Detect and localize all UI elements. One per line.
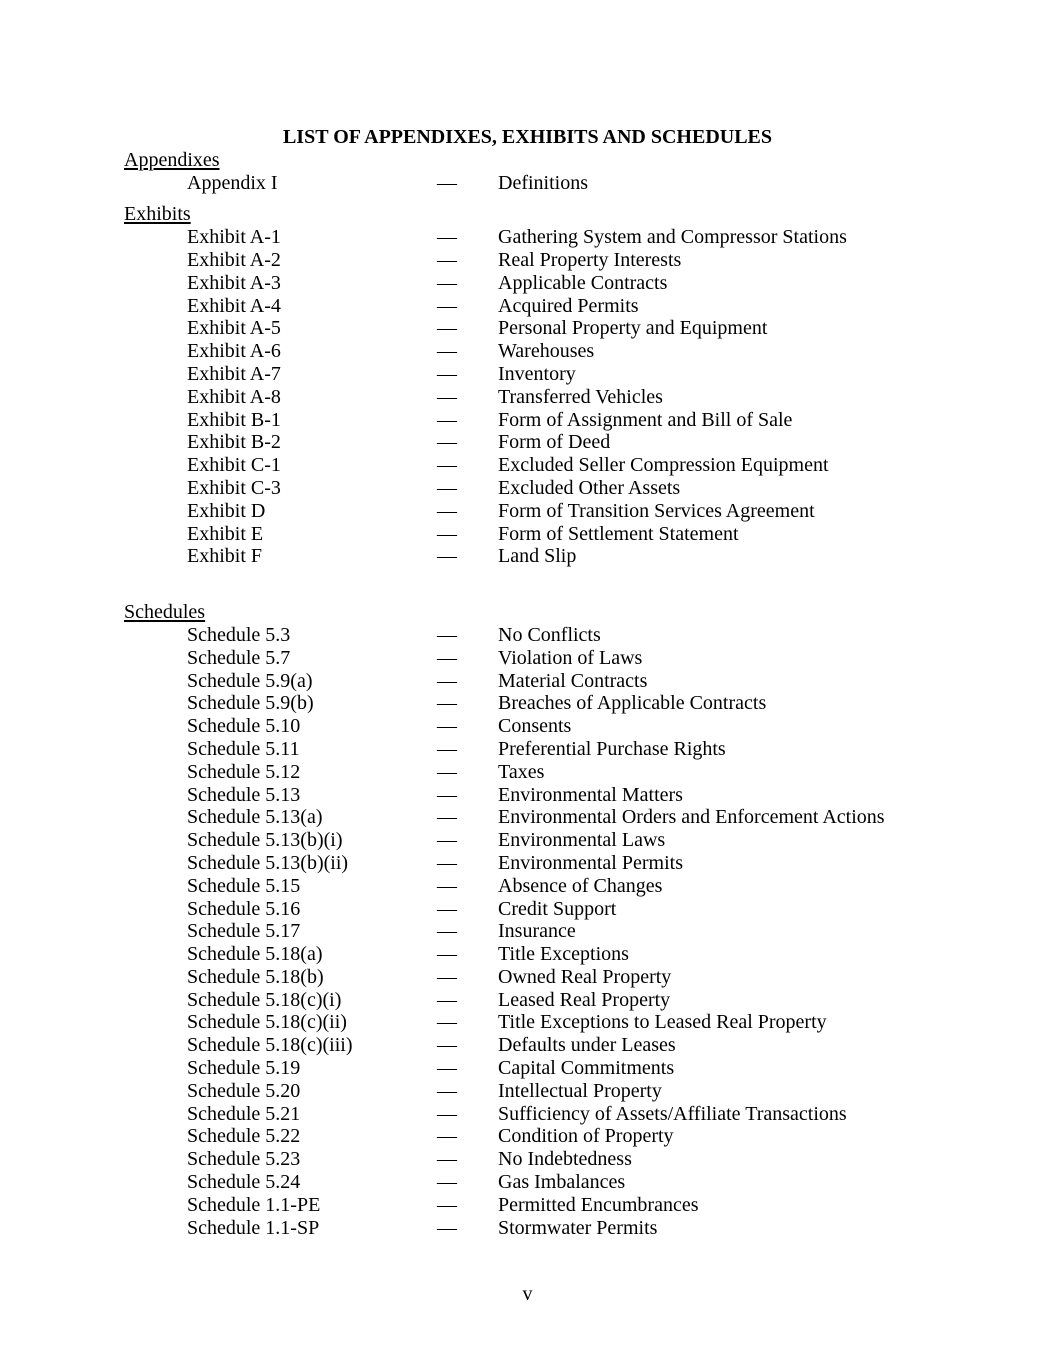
entry-description: Violation of Laws: [498, 646, 643, 669]
entry-label: Schedule 5.19: [187, 1057, 301, 1080]
toc-entry: [124, 1125, 931, 1148]
entry-description: Excluded Other Assets: [498, 476, 681, 499]
entry-label: Schedule 5.10: [187, 715, 301, 738]
entry-separator: —: [437, 669, 457, 692]
toc-entry: [124, 806, 931, 829]
entry-description: Form of Assignment and Bill of Sale: [498, 408, 793, 431]
toc-entry: [124, 670, 931, 693]
entry-separator: —: [437, 760, 457, 783]
toc-entry: [124, 1034, 931, 1057]
toc-entry: [124, 898, 931, 921]
entry-label: Schedule 5.13: [187, 783, 301, 806]
toc-entry: [124, 295, 931, 318]
entry-label: Schedule 5.18(c)(i): [187, 988, 342, 1011]
toc-entry: [124, 920, 931, 943]
toc-entry: [124, 454, 931, 477]
toc-entry: [124, 431, 931, 454]
entry-label: Schedule 5.3: [187, 623, 291, 646]
entry-separator: —: [437, 1057, 457, 1080]
entry-label: Schedule 5.13(a): [187, 806, 323, 829]
entry-separator: —: [437, 965, 457, 988]
entry-separator: —: [437, 1125, 457, 1148]
entry-description: Environmental Orders and Enforcement Actions: [498, 806, 885, 829]
entry-label: Schedule 5.17: [187, 920, 301, 943]
entry-label: Schedule 5.9(b): [187, 692, 314, 715]
entry-description: Condition of Property: [498, 1125, 674, 1148]
entry-separator: —: [437, 522, 457, 545]
toc-entry: [124, 1080, 931, 1103]
entry-description: Title Exceptions to Leased Real Property: [498, 1011, 827, 1034]
entry-separator: —: [437, 248, 457, 271]
entry-label: Exhibit A-6: [187, 340, 281, 363]
entry-label: Schedule 5.13(b)(i): [187, 829, 343, 852]
toc-entry: [124, 1148, 931, 1171]
entry-separator: —: [437, 715, 457, 738]
entry-description: Form of Transition Services Agreement: [498, 499, 815, 522]
entry-description: Definitions: [498, 171, 588, 194]
entry-label: Schedule 5.22: [187, 1125, 301, 1148]
entry-description: Insurance: [498, 920, 576, 943]
entry-label: Schedule 5.11: [187, 737, 300, 760]
entry-description: Environmental Laws: [498, 829, 666, 852]
entry-label: Schedule 5.24: [187, 1171, 301, 1194]
entry-label: Schedule 5.13(b)(ii): [187, 851, 349, 874]
entry-separator: —: [437, 1102, 457, 1125]
entry-description: Owned Real Property: [498, 965, 672, 988]
entry-separator: —: [437, 874, 457, 897]
page-title: LIST OF APPENDIXES, EXHIBITS AND SCHEDULES: [282, 126, 773, 148]
entry-separator: —: [437, 829, 457, 852]
entry-label: Schedule 5.18(b): [187, 965, 324, 988]
entry-description: Applicable Contracts: [498, 271, 668, 294]
entry-separator: —: [437, 737, 457, 760]
entry-description: Warehouses: [498, 340, 595, 363]
entry-description: Consents: [498, 715, 572, 738]
entry-description: Transferred Vehicles: [498, 385, 663, 408]
entry-description: No Indebtedness: [498, 1148, 632, 1171]
toc-entry: [124, 363, 931, 386]
entry-description: Gathering System and Compressor Stations: [498, 226, 847, 249]
entry-label: Schedule 5.21: [187, 1102, 301, 1125]
entry-label: Schedule 5.18(c)(ii): [187, 1011, 347, 1034]
entry-label: Schedule 5.12: [187, 760, 301, 783]
toc-entry: [124, 989, 931, 1012]
page-number: v: [522, 1283, 533, 1306]
entry-separator: —: [437, 623, 457, 646]
entry-description: Environmental Matters: [498, 783, 683, 806]
entry-description: Excluded Seller Compression Equipment: [498, 454, 829, 477]
section-heading: Schedules: [124, 601, 206, 624]
entry-label: Exhibit F: [187, 545, 263, 568]
toc-entry: [124, 1194, 931, 1217]
toc-section-appendixes: [124, 149, 931, 195]
entry-description: Inventory: [498, 362, 576, 385]
entry-label: Schedule 5.20: [187, 1079, 301, 1102]
toc-entry: [124, 624, 931, 647]
toc-entry: [124, 272, 931, 295]
entry-description: Capital Commitments: [498, 1057, 675, 1080]
entry-separator: —: [437, 408, 457, 431]
entry-label: Exhibit D: [187, 499, 266, 522]
entry-description: Permitted Encumbrances: [498, 1193, 699, 1216]
entry-description: Intellectual Property: [498, 1079, 662, 1102]
toc-entry: [124, 172, 931, 195]
entry-description: Breaches of Applicable Contracts: [498, 692, 767, 715]
section-heading: Exhibits: [124, 203, 191, 226]
toc-entry: [124, 1217, 931, 1240]
entry-separator: —: [437, 783, 457, 806]
entry-label: Exhibit C-3: [187, 476, 281, 499]
entry-description: Form of Settlement Statement: [498, 522, 739, 545]
entry-separator: —: [437, 499, 457, 522]
entry-label: Schedule 5.7: [187, 646, 291, 669]
toc-entry: [124, 226, 931, 249]
entry-separator: —: [437, 362, 457, 385]
entry-separator: —: [437, 294, 457, 317]
toc-entry: [124, 1057, 931, 1080]
toc-entry: [124, 477, 931, 500]
entry-separator: —: [437, 271, 457, 294]
entry-label: Exhibit C-1: [187, 454, 281, 477]
entry-separator: —: [437, 226, 457, 249]
entry-separator: —: [437, 646, 457, 669]
toc-entry: [124, 829, 931, 852]
entry-description: Gas Imbalances: [498, 1171, 626, 1194]
toc-entry: [124, 692, 931, 715]
entry-label: Appendix I: [187, 171, 278, 194]
toc-entry: [124, 1171, 931, 1194]
toc-entry: [124, 784, 931, 807]
entry-separator: —: [437, 431, 457, 454]
entry-separator: —: [437, 545, 457, 568]
entry-label: Schedule 5.16: [187, 897, 301, 920]
entry-description: Material Contracts: [498, 669, 648, 692]
toc-entry: [124, 1011, 931, 1034]
entry-separator: —: [437, 317, 457, 340]
section-items: [124, 172, 931, 195]
entry-description: Leased Real Property: [498, 988, 671, 1011]
entry-label: Exhibit A-8: [187, 385, 281, 408]
entry-label: Schedule 5.23: [187, 1148, 301, 1171]
entry-description: Land Slip: [498, 545, 577, 568]
entry-label: Schedule 5.15: [187, 874, 301, 897]
entry-description: Real Property Interests: [498, 248, 682, 271]
entry-label: Schedule 1.1-PE: [187, 1193, 321, 1216]
toc-entry: [124, 545, 931, 568]
toc-entry: [124, 761, 931, 784]
entry-label: Exhibit A-7: [187, 362, 281, 385]
entry-description: Stormwater Permits: [498, 1216, 658, 1239]
entry-label: Exhibit A-2: [187, 248, 281, 271]
toc-entry: [124, 386, 931, 409]
section-items: [124, 226, 931, 568]
entry-label: Schedule 5.18(c)(iii): [187, 1034, 353, 1057]
toc-entry: [124, 340, 931, 363]
entry-description: Acquired Permits: [498, 294, 639, 317]
toc-entry: [124, 523, 931, 546]
entry-separator: —: [437, 385, 457, 408]
entry-description: Absence of Changes: [498, 874, 663, 897]
entry-separator: —: [437, 1193, 457, 1216]
toc-section-exhibits: [124, 203, 931, 568]
entry-description: No Conflicts: [498, 623, 601, 646]
entry-description: Taxes: [498, 760, 545, 783]
entry-label: Exhibit A-1: [187, 226, 281, 249]
entry-separator: —: [437, 943, 457, 966]
entry-description: Sufficiency of Assets/Affiliate Transactions: [498, 1102, 847, 1125]
entry-label: Exhibit A-5: [187, 317, 281, 340]
entry-separator: —: [437, 454, 457, 477]
entry-description: Form of Deed: [498, 431, 611, 454]
entry-separator: —: [437, 1171, 457, 1194]
entry-label: Exhibit A-3: [187, 271, 281, 294]
entry-separator: —: [437, 692, 457, 715]
toc-entry: [124, 500, 931, 523]
entry-description: Preferential Purchase Rights: [498, 737, 726, 760]
toc-entry: [124, 249, 931, 272]
entry-separator: —: [437, 476, 457, 499]
entry-description: Title Exceptions: [498, 943, 629, 966]
entry-separator: —: [437, 988, 457, 1011]
toc-entry: [124, 875, 931, 898]
section-items: [124, 624, 931, 1240]
entry-separator: —: [437, 171, 457, 194]
entry-separator: —: [437, 851, 457, 874]
toc-entry: [124, 966, 931, 989]
entry-separator: —: [437, 897, 457, 920]
entry-separator: —: [437, 340, 457, 363]
entry-description: Environmental Permits: [498, 851, 683, 874]
toc-entry: [124, 943, 931, 966]
entry-label: Exhibit B-1: [187, 408, 281, 431]
toc-entry: [124, 317, 931, 340]
entry-label: Schedule 1.1-SP: [187, 1216, 320, 1239]
toc-entry: [124, 1103, 931, 1126]
entry-separator: —: [437, 1216, 457, 1239]
toc-entry: [124, 647, 931, 670]
entry-label: Schedule 5.18(a): [187, 943, 323, 966]
entry-separator: —: [437, 806, 457, 829]
entry-description: Credit Support: [498, 897, 617, 920]
toc-entry: [124, 409, 931, 432]
entry-separator: —: [437, 920, 457, 943]
entry-description: Defaults under Leases: [498, 1034, 676, 1057]
entry-label: Exhibit B-2: [187, 431, 281, 454]
entry-label: Schedule 5.9(a): [187, 669, 313, 692]
toc-entry: [124, 852, 931, 875]
entry-separator: —: [437, 1079, 457, 1102]
sections-container: [124, 149, 931, 1240]
entry-label: Exhibit A-4: [187, 294, 281, 317]
section-heading: Appendixes: [124, 148, 220, 171]
toc-section-schedules: [124, 601, 931, 1239]
entry-description: Personal Property and Equipment: [498, 317, 768, 340]
toc-entry: [124, 738, 931, 761]
entry-separator: —: [437, 1034, 457, 1057]
entry-separator: —: [437, 1011, 457, 1034]
entry-separator: —: [437, 1148, 457, 1171]
entry-label: Exhibit E: [187, 522, 264, 545]
toc-entry: [124, 715, 931, 738]
